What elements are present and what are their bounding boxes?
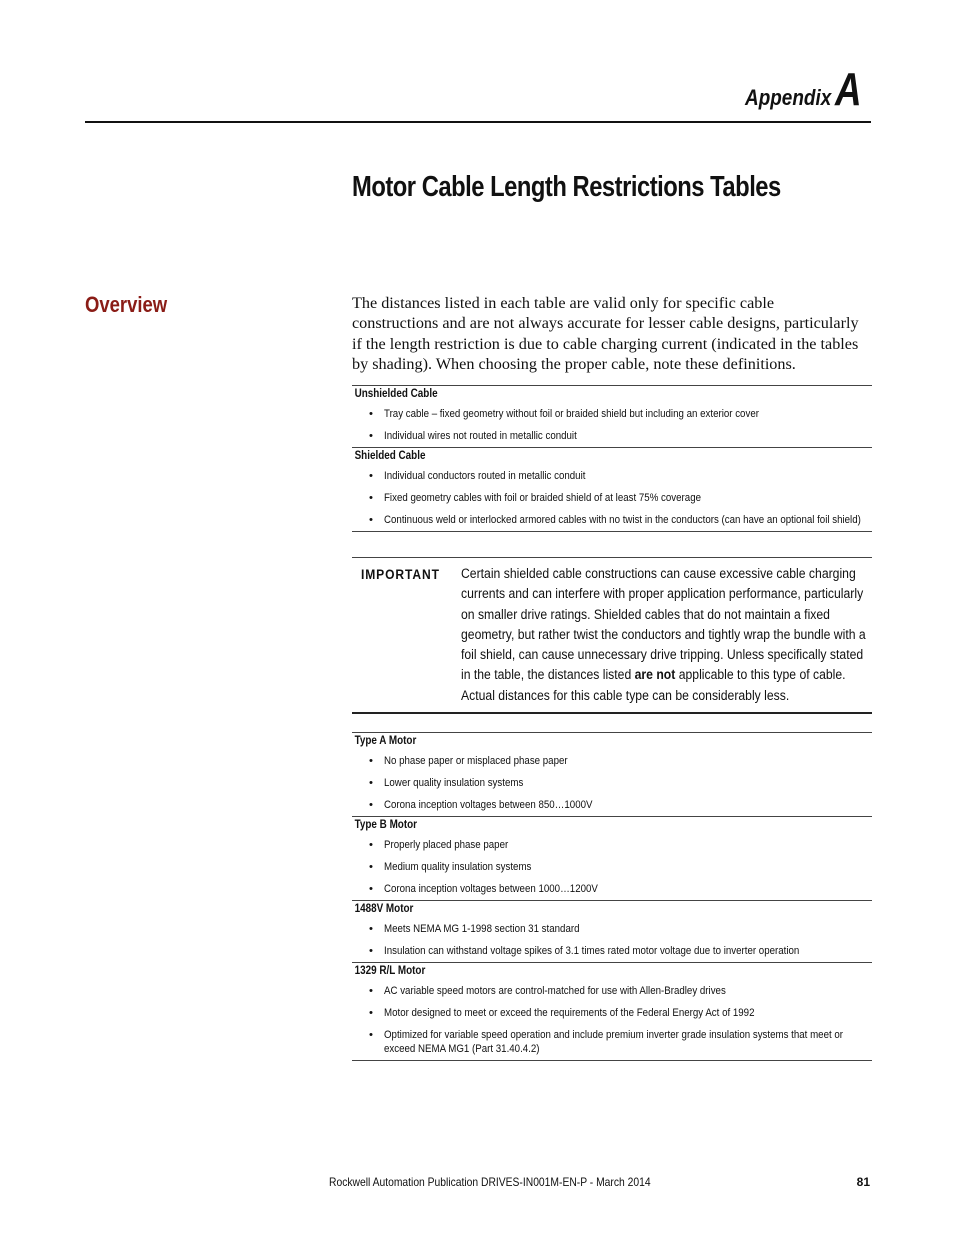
cable-definitions-table — [352, 385, 872, 532]
list-item: • AC variable speed motors are control-matched for use with Allen-Bradley drives — [369, 985, 726, 997]
overview-intro-paragraph: The distances listed in each table are valid only for specific cable constructions and are not always accurate for lesser cable designs, particularly if the length restriction is due to cable charging current (indicated in the tables by shading). When choosing the proper cable, note these definitions. — [352, 294, 859, 373]
section-title-overview: Overview — [85, 292, 168, 317]
footer-publication: Rockwell Automation Publication DRIVES-IN001M-EN-P - March 2014 — [329, 1175, 651, 1189]
cable-group-shielded — [352, 447, 872, 531]
bullet-icon: • — [369, 985, 373, 997]
bullet-icon: • — [369, 1007, 373, 1019]
motor-group-title: Type A Motor — [354, 735, 417, 747]
emphasis-are-not: are not — [634, 667, 676, 684]
bullet-icon: • — [369, 945, 373, 957]
bullet-icon: • — [369, 430, 373, 442]
list-item: • Optimized for variable speed operation and include premium inverter grade insulation systems that meet or exceed NEMA MG1 (Part 31.40.4.2) — [369, 1029, 844, 1055]
motor-group-title: 1488V Motor — [354, 903, 414, 915]
bullet-icon: • — [369, 799, 373, 811]
list-item: • Continuous weld or interlocked armored cables with no twist in the conductors (can have an optional foil shield) — [369, 514, 861, 526]
motor-definitions-table — [352, 732, 872, 1061]
motor-group-title: Type B Motor — [354, 819, 418, 831]
list-item: • Corona inception voltages between 1000…1200V — [369, 883, 598, 895]
important-text: Certain shielded cable constructions can cause excessive cable charging currents and can interfere with proper application performance, particularly on smaller drive ratings. Shielded cables that do not maintain a fixed geometry, but rather twist the conductors and tightly wrap the bundle with a foil shield, can cause unnecessary drive tripping. Unless specifically stated in the table, the distances listed are not applicable to this type of cable. Actual distances for this cable type can be considerably less. — [461, 566, 866, 704]
list-item: • Properly placed phase paper — [369, 839, 509, 851]
motor-group-title: 1329 R/L Motor — [354, 965, 426, 977]
motor-group-1488v — [352, 900, 872, 962]
bullet-icon: • — [369, 514, 373, 526]
page-number: 81 — [856, 1175, 870, 1189]
cable-group-unshielded — [352, 385, 872, 447]
cable-group-title: Unshielded Cable — [354, 388, 438, 400]
list-item: • Meets NEMA MG 1-1998 section 31 standard — [369, 923, 580, 935]
bullet-icon: • — [369, 470, 373, 482]
bullet-icon: • — [369, 408, 373, 420]
appendix-word: Appendix — [744, 85, 831, 110]
bullet-icon: • — [369, 861, 373, 873]
appendix-letter: A — [834, 63, 862, 115]
header-rule — [85, 121, 871, 123]
list-item: • Individual conductors routed in metallic conduit — [369, 470, 586, 482]
bullet-icon: • — [369, 492, 373, 504]
important-label: IMPORTANT — [361, 567, 440, 582]
important-notice — [352, 557, 872, 714]
list-item: • Lower quality insulation systems — [369, 777, 524, 789]
bullet-icon: • — [369, 883, 373, 895]
list-item: • Fixed geometry cables with foil or braided shield of at least 75% coverage — [369, 492, 702, 504]
list-item: • No phase paper or misplaced phase paper — [369, 755, 568, 767]
bullet-icon: • — [369, 923, 373, 935]
motor-group-1329-rl — [352, 962, 872, 1060]
bullet-icon: • — [369, 755, 373, 767]
list-item: • Motor designed to meet or exceed the requirements of the Federal Energy Act of 1992 — [369, 1007, 755, 1019]
list-item: • Medium quality insulation systems — [369, 861, 532, 873]
list-item: • Individual wires not routed in metallic conduit — [369, 430, 577, 442]
list-item: • Tray cable – fixed geometry without foil or braided shield but including an exterior cover — [369, 408, 759, 420]
bullet-icon: • — [369, 777, 373, 789]
cable-group-title: Shielded Cable — [354, 450, 426, 462]
motor-group-type-b — [352, 816, 872, 900]
motor-group-type-a — [352, 732, 872, 816]
bullet-icon: • — [369, 839, 373, 851]
appendix-heading — [731, 62, 868, 116]
list-item: • Insulation can withstand voltage spikes of 3.1 times rated motor voltage due to inverter operation — [369, 945, 800, 957]
bullet-icon: • — [369, 1029, 373, 1041]
list-item: • Corona inception voltages between 850…1000V — [369, 799, 593, 811]
chapter-title: Motor Cable Length Restrictions Tables — [352, 171, 781, 203]
